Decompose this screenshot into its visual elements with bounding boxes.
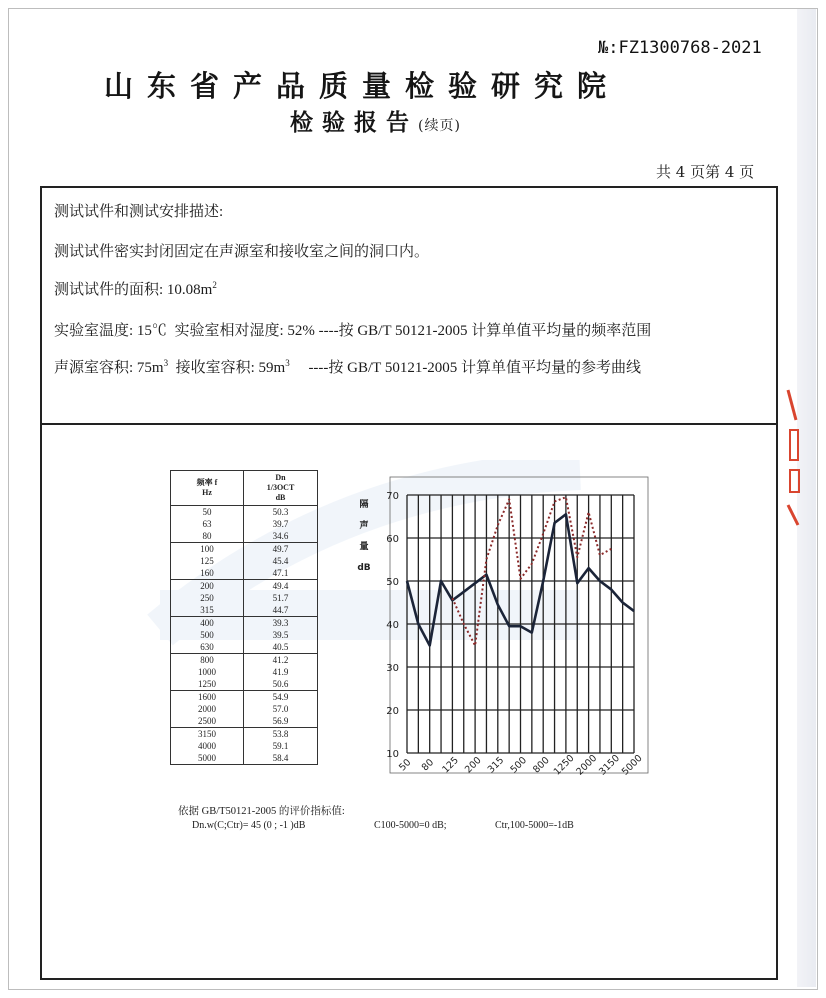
frequency-cell: 1600 — [171, 691, 244, 704]
weighted-rating: Dn.w(C;Ctr)= 45 (0 ; -1 )dB — [192, 820, 306, 831]
receive-volume-sup: 3 — [285, 358, 290, 368]
x-tick-label: 1250 — [551, 752, 577, 778]
c-adaptation-term: C100-5000=0 dB; — [374, 820, 447, 831]
table-row — [171, 629, 318, 641]
ctr-adaptation-term: Ctr,100-5000=-1dB — [495, 820, 574, 831]
red-seal-stamp-fragment — [786, 380, 802, 530]
frequency-cell: 315 — [171, 604, 244, 617]
description-heading: 测试试件和测试安排描述: — [54, 204, 224, 220]
frequency-cell: 100 — [171, 543, 244, 556]
y-axis-label: 量 — [359, 542, 369, 552]
frequency-cell: 500 — [171, 629, 244, 641]
legend-reference-curve: ----按 GB/T 50121-2005 计算单值平均量的参考曲线 — [308, 360, 642, 376]
frequency-cell: 80 — [171, 530, 244, 543]
receive-volume-value: 59m — [258, 360, 286, 376]
table-row — [171, 543, 318, 556]
x-tick-label: 5000 — [619, 752, 645, 778]
dn-value-cell: 34.6 — [244, 530, 318, 543]
x-tick-label: 500 — [508, 754, 530, 776]
table-row — [171, 592, 318, 604]
frequency-cell: 1000 — [171, 666, 244, 678]
dn-value-cell: 50.3 — [272, 507, 289, 517]
dn-value-cell: 40.5 — [244, 641, 318, 654]
table-row — [171, 691, 318, 704]
table-row — [171, 506, 318, 519]
y-axis-label: 隔 — [359, 500, 369, 510]
x-tick-label: 125 — [440, 754, 461, 776]
dn-value-cell: 41.2 — [272, 655, 289, 665]
table-header-row — [171, 471, 318, 506]
x-tick-label: 315 — [485, 754, 507, 776]
frequency-cell: 630 — [171, 641, 244, 654]
y-tick-label: 60 — [386, 534, 399, 545]
dn-value-cell: 54.9 — [272, 692, 289, 702]
humidity-value: 52% — [287, 323, 315, 339]
table-row — [171, 752, 318, 765]
dn-header-line1: Dn — [275, 473, 286, 482]
report-title-text: 检验报告 — [290, 109, 418, 136]
x-tick-label: 2000 — [574, 752, 600, 778]
evaluation-title: 依据 GB/T50121-2005 的评价指标值: — [178, 806, 345, 817]
section-divider — [42, 423, 776, 425]
room-volumes — [54, 356, 641, 377]
dn-value-cell: 56.9 — [244, 715, 318, 728]
y-tick-label: 40 — [386, 620, 399, 631]
frequency-cell: 400 — [171, 617, 244, 630]
frequency-cell: 2000 — [171, 703, 244, 715]
area-label: 测试试件的面积: — [54, 282, 164, 298]
dn-value-cell: 41.9 — [272, 667, 289, 677]
x-tick-label: 3150 — [597, 752, 622, 778]
frequency-cell: 50 — [171, 506, 244, 519]
col-dn-header — [244, 471, 318, 506]
temp-value: 15℃ — [136, 323, 167, 339]
measurement-table — [170, 470, 318, 765]
source-volume-value: 75m — [136, 360, 164, 376]
institute-title: 山东省产品质量检验研究院 — [104, 69, 621, 103]
report-title — [290, 104, 461, 137]
table-row — [171, 740, 318, 752]
table-row — [171, 555, 318, 567]
area-value: 10.08m — [166, 282, 213, 298]
col-frequency-header — [171, 471, 244, 506]
table-row — [171, 641, 318, 654]
dn-value-cell: 39.5 — [272, 630, 289, 640]
y-tick-label: 50 — [386, 577, 399, 588]
freq-header-line1: 频率 f — [196, 478, 218, 487]
dn-value-cell: 59.1 — [272, 741, 289, 751]
frequency-cell: 200 — [171, 580, 244, 593]
frequency-cell: 3150 — [171, 728, 244, 741]
frequency-cell: 800 — [171, 654, 244, 667]
continuation-note: (续页) — [418, 118, 461, 134]
area-unit-sup: 2 — [212, 280, 217, 290]
dn-header-line2: 1/3OCT — [266, 483, 295, 492]
x-tick-label: 50 — [397, 757, 414, 774]
frequency-cell: 125 — [171, 555, 244, 567]
frequency-cell: 160 — [171, 567, 244, 580]
frequency-cell: 250 — [171, 592, 244, 604]
dn-value-cell: 39.3 — [272, 618, 289, 628]
dn-value-cell: 49.7 — [272, 544, 289, 554]
table-row — [171, 678, 318, 691]
dn-value-cell: 49.4 — [272, 581, 289, 591]
page-count: 共 4 页第 4 页 — [656, 163, 755, 181]
y-tick-label: 10 — [386, 749, 399, 760]
dn-header-line3: dB — [275, 493, 286, 502]
dn-value-cell: 53.8 — [272, 729, 289, 739]
frequency-cell: 5000 — [171, 752, 244, 765]
dn-value-cell: 44.7 — [244, 604, 318, 617]
frequency-cell: 4000 — [171, 740, 244, 752]
specimen-area — [54, 278, 217, 299]
mounting-description: 测试试件密实封闭固定在声源室和接收室之间的洞口内。 — [54, 244, 430, 260]
dn-value-cell: 45.4 — [272, 556, 289, 566]
table-row — [171, 617, 318, 630]
x-tick-label: 800 — [531, 754, 552, 776]
humidity-label: 实验室相对湿度: — [174, 323, 284, 339]
legend-frequency-range: ----按 GB/T 50121-2005 计算单值平均量的频率范围 — [318, 323, 652, 339]
dn-value-cell: 51.7 — [272, 593, 289, 603]
x-tick-label: 80 — [419, 757, 437, 774]
y-tick-label: 70 — [386, 491, 399, 502]
temp-label: 实验室温度: — [54, 323, 134, 339]
table-row — [171, 518, 318, 530]
table-row — [171, 715, 318, 728]
table-row — [171, 703, 318, 715]
frequency-cell: 63 — [171, 518, 244, 530]
dn-value-cell: 57.0 — [272, 704, 289, 714]
table-row — [171, 666, 318, 678]
y-axis-label: dB — [357, 563, 371, 573]
x-tick-label: 200 — [463, 754, 484, 776]
table-row — [171, 567, 318, 580]
source-volume-sup: 3 — [163, 358, 169, 368]
dn-value-cell: 50.6 — [244, 678, 318, 691]
table-row — [171, 604, 318, 617]
freq-header-line2: Hz — [202, 488, 212, 497]
receive-volume-label: 接收室容积: — [175, 360, 255, 376]
report-number: №:FZ1300768-2021 — [598, 38, 762, 58]
dn-value-cell: 39.7 — [272, 519, 289, 529]
lab-conditions — [54, 319, 651, 340]
y-tick-label: 20 — [386, 706, 399, 717]
frequency-cell: 2500 — [171, 715, 244, 728]
table-row — [171, 530, 318, 543]
table-row — [171, 580, 318, 593]
table-row — [171, 728, 318, 741]
y-axis-label: 声 — [359, 521, 369, 531]
dn-value-cell: 47.1 — [244, 567, 318, 580]
sound-insulation-chart — [350, 475, 650, 795]
dn-value-cell: 58.4 — [244, 752, 318, 765]
frequency-cell: 1250 — [171, 678, 244, 691]
y-tick-label: 30 — [386, 663, 399, 674]
source-volume-label: 声源室容积: — [54, 360, 134, 376]
table-row — [171, 654, 318, 667]
